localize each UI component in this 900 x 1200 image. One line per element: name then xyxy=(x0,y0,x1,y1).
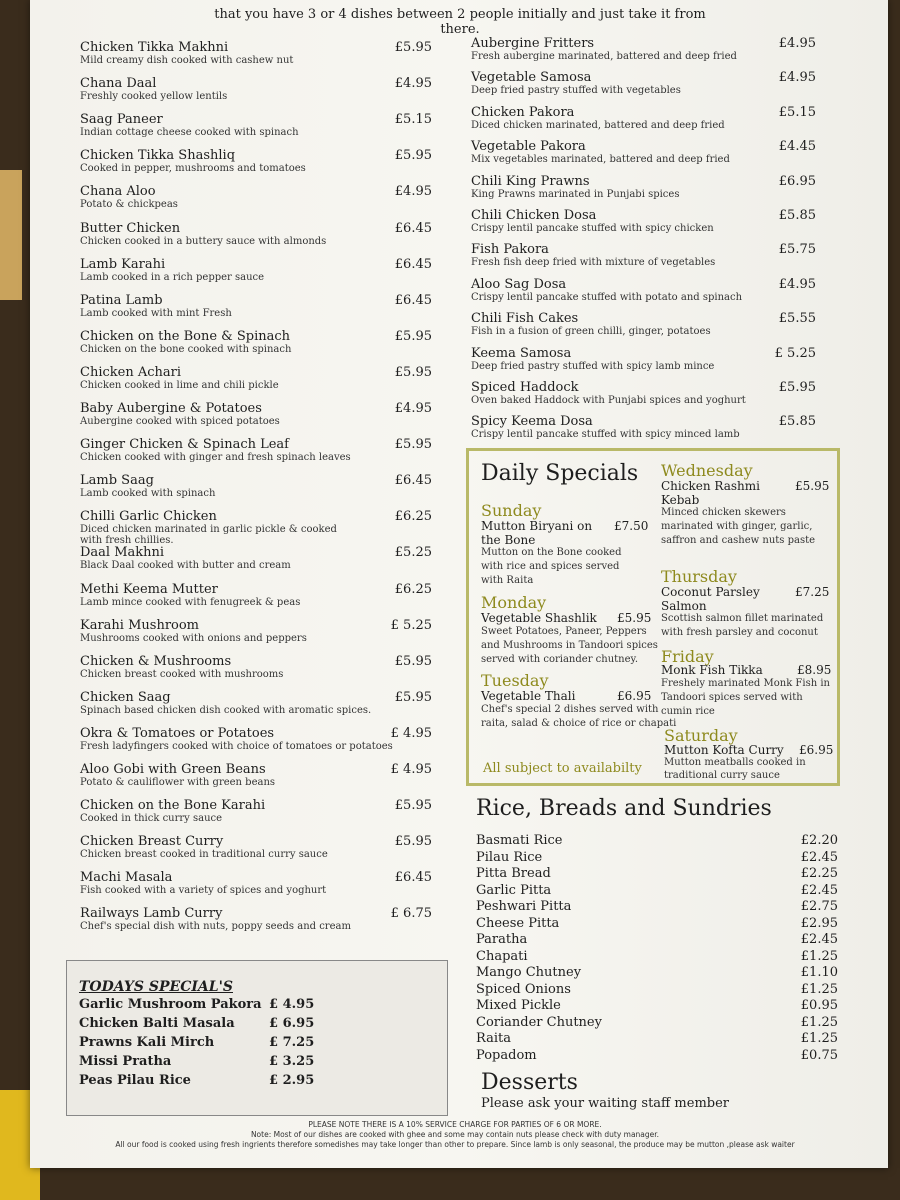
rice-item-name: Spiced Onions xyxy=(476,981,571,997)
dish-description: Fresh fish deep fried with mixture of vegetables xyxy=(471,257,716,269)
todays-special-name: Garlic Mushroom Pakora xyxy=(79,997,262,1012)
dish-name: Daal Makhni xyxy=(80,545,165,561)
rice-item xyxy=(476,866,838,883)
dish-description: Mild creamy dish cooked with cashew nut xyxy=(80,55,294,66)
menu-item xyxy=(80,330,432,355)
dish-price: £5.95 xyxy=(394,689,432,705)
availability-note: All subject to availabilty xyxy=(483,761,642,776)
dish-description: Crispy lentil pancake stuffed with spicy chicken xyxy=(471,223,714,234)
dish-name: Vegetable Samosa xyxy=(471,70,592,86)
dish-name: Chicken Breast Curry xyxy=(80,834,224,850)
dish-price: £6.45 xyxy=(394,473,432,489)
dish-description-line2: with fresh chillies. xyxy=(80,535,174,547)
dish-price: £5.15 xyxy=(394,112,432,128)
sunday-price: £7.50 xyxy=(614,519,649,533)
menu-item xyxy=(80,258,432,283)
todays-special-item xyxy=(79,1035,315,1050)
rice-item-price: £1.10 xyxy=(800,965,838,980)
menu-item xyxy=(80,691,432,716)
dish-description: Cooked in thick curry sauce xyxy=(80,813,223,825)
dish-name: Okra & Tomatoes or Potatoes xyxy=(80,725,275,741)
dish-name: Methi Keema Mutter xyxy=(80,581,218,597)
menu-item xyxy=(80,77,432,102)
dish-price: £4.95 xyxy=(778,276,816,292)
dish-name: Keema Samosa xyxy=(471,345,572,361)
dish-name: Chicken on the Bone & Spinach xyxy=(80,328,291,344)
monday-desc3: served with coriander chutney. xyxy=(481,654,639,665)
rice-item xyxy=(476,932,838,949)
dish-price: £4.95 xyxy=(394,76,432,92)
menu-item xyxy=(80,727,432,752)
menu-item xyxy=(80,402,432,427)
dish-description: Chicken cooked in lime and chili pickle xyxy=(80,379,279,391)
dish-description: Lamb mince cooked with fenugreek & peas xyxy=(80,596,301,608)
todays-special-price: £ 6.95 xyxy=(269,1016,315,1031)
todays-special-price: £ 2.95 xyxy=(269,1073,315,1088)
menu-item xyxy=(80,510,432,546)
dish-price: £6.45 xyxy=(394,220,432,236)
menu-item xyxy=(80,185,432,210)
rice-item-price: £1.25 xyxy=(800,948,838,964)
rice-item xyxy=(476,949,838,966)
todays-special-name: Peas Pilau Rice xyxy=(79,1073,191,1088)
dish-price: £ 5.25 xyxy=(390,617,432,633)
rice-item xyxy=(476,982,838,999)
thursday-dish-line1: Coconut Parsley xyxy=(661,585,760,599)
thursday-desc1: Scottish salmon fillet marinated xyxy=(661,613,824,624)
rice-item-name: Peshwari Pitta xyxy=(476,899,572,914)
dish-name: Lamb Karahi xyxy=(80,256,166,272)
dish-name: Aloo Sag Dosa xyxy=(471,276,567,292)
todays-special-item xyxy=(79,1054,315,1069)
menu-item xyxy=(80,871,432,896)
friday-desc3: cumin rice xyxy=(661,706,715,717)
dish-name: Chicken Saag xyxy=(80,689,171,705)
rice-section-title: Rice, Breads and Sundries xyxy=(476,796,772,821)
dish-name: Aloo Gobi with Green Beans xyxy=(80,762,266,777)
tuesday-dish: Vegetable Thali xyxy=(481,689,576,703)
dish-price: £5.15 xyxy=(778,104,816,120)
rice-item-price: £0.95 xyxy=(800,998,838,1013)
menu-item xyxy=(471,347,816,372)
sunday-desc3: with Raita xyxy=(481,575,534,586)
rice-item-price: £1.25 xyxy=(800,1014,838,1030)
thursday-dish-line2: Salmon xyxy=(661,599,707,613)
dish-price: £ 6.75 xyxy=(390,906,432,922)
todays-special-name: Prawns Kali Mirch xyxy=(79,1035,215,1050)
dish-price: £6.25 xyxy=(394,581,432,597)
menu-item xyxy=(471,209,816,234)
rice-item xyxy=(476,916,838,933)
dish-name: Chicken Pakora xyxy=(471,104,575,120)
dish-price: £6.95 xyxy=(778,173,816,189)
rice-item-price: £2.95 xyxy=(800,915,838,931)
dish-description: Deep fried pastry stuffed with spicy lamb mince xyxy=(471,360,715,372)
dish-name: Spicy Keema Dosa xyxy=(471,414,593,430)
dish-description: Lamb cooked with mint Fresh xyxy=(80,307,232,319)
dish-description: Fish in a fusion of green chilli, ginger, potatoes xyxy=(471,326,711,338)
todays-special-title: TODAYS SPECIAL'S xyxy=(79,979,233,995)
rice-item-price: £2.45 xyxy=(800,932,838,947)
dish-name: Spiced Haddock xyxy=(471,380,579,395)
friday-label: Friday xyxy=(661,647,714,666)
rice-item xyxy=(476,1048,838,1065)
dish-description: Black Daal cooked with butter and cream xyxy=(80,560,291,572)
menu-item xyxy=(80,474,432,499)
sunday-desc1: Mutton on the Bone cooked xyxy=(481,547,622,558)
dish-description: Freshly cooked yellow lentils xyxy=(80,91,228,103)
todays-special-price: £ 3.25 xyxy=(269,1054,315,1069)
todays-special-card xyxy=(66,960,448,1116)
dish-price: £4.95 xyxy=(394,184,432,200)
dish-name: Chilli Garlic Chicken xyxy=(80,509,217,525)
rice-item-price: £2.45 xyxy=(800,882,838,898)
dish-name: Machi Masala xyxy=(80,870,173,886)
dish-description: Potato & cauliflower with green beans xyxy=(80,777,276,788)
sunday-desc2: with rice and spices served xyxy=(481,561,620,572)
thursday-price: £7.25 xyxy=(795,585,830,599)
monday-label: Monday xyxy=(481,593,547,612)
menu-item xyxy=(471,243,816,268)
menu-item xyxy=(471,175,816,200)
dish-price: £6.45 xyxy=(394,256,432,272)
dish-name: Chicken Tikka Shashliq xyxy=(80,148,236,164)
menu-item xyxy=(471,415,816,440)
menu-item xyxy=(80,763,432,788)
dish-price: £4.95 xyxy=(394,401,432,416)
dish-price: £ 4.95 xyxy=(390,725,432,741)
dish-name: Aubergine Fritters xyxy=(471,36,595,51)
dish-name: Chana Aloo xyxy=(80,184,156,200)
tuesday-price: £6.95 xyxy=(617,689,652,703)
dish-description: Fish cooked with a variety of spices and yoghurt xyxy=(80,885,327,897)
menu-item xyxy=(80,619,432,644)
dish-price: £5.95 xyxy=(394,328,432,344)
rice-item-name: Basmati Rice xyxy=(476,833,563,848)
rice-item-price: £2.25 xyxy=(800,866,838,881)
todays-special-name: Missi Pratha xyxy=(79,1054,172,1069)
rice-item xyxy=(476,1015,838,1032)
dish-price: £5.95 xyxy=(394,437,432,453)
dish-description: Chicken breast cooked in traditional curry sauce xyxy=(80,849,328,861)
dish-description: Chef's special dish with nuts, poppy seeds and cream xyxy=(80,921,351,933)
rice-item xyxy=(476,899,838,916)
rice-item-name: Mixed Pickle xyxy=(476,998,561,1013)
saturday-dish: Mutton Kofta Curry xyxy=(664,743,784,757)
wednesday-desc3: saffron and cashew nuts paste xyxy=(661,535,816,546)
dish-price: £4.95 xyxy=(778,70,816,86)
thursday-label: Thursday xyxy=(661,567,737,586)
dish-name: Fish Pakora xyxy=(471,242,549,258)
dish-description: Chicken breast cooked with mushrooms xyxy=(80,668,284,680)
dish-price: £5.95 xyxy=(394,148,432,164)
rice-item xyxy=(476,965,838,982)
dish-name: Vegetable Pakora xyxy=(471,139,586,155)
intro-cut-line xyxy=(200,0,720,6)
dish-name: Chili Chicken Dosa xyxy=(471,208,597,223)
dish-price: £4.45 xyxy=(778,139,816,155)
sunday-label: Sunday xyxy=(481,501,542,520)
saturday-desc2: traditional curry sauce xyxy=(664,770,780,781)
dish-description: Spinach based chicken dish cooked with aromatic spices. xyxy=(80,704,372,716)
rice-item-price: £2.20 xyxy=(800,833,838,848)
ghee-nuts-note: Note: Most of our dishes are cooked with ghee and some may contain nuts please check with duty manager. xyxy=(250,1130,660,1139)
dish-name: Chicken on the Bone Karahi xyxy=(80,798,266,814)
dish-price: £5.85 xyxy=(778,208,816,223)
menu-item xyxy=(471,71,816,96)
rice-item-price: £2.45 xyxy=(800,849,838,865)
dish-name: Chicken Achari xyxy=(80,364,181,380)
rice-item-name: Pilau Rice xyxy=(476,849,543,865)
todays-special-price: £ 7.25 xyxy=(269,1035,315,1050)
rice-item-name: Chapati xyxy=(476,948,528,964)
menu-item xyxy=(80,41,432,66)
wednesday-dish-line2: Kebab xyxy=(661,493,700,507)
dish-name: Butter Chicken xyxy=(80,220,181,236)
rice-item-name: Paratha xyxy=(476,932,528,947)
rice-item xyxy=(476,998,838,1015)
friday-desc1: Freshely marinated Monk Fish in xyxy=(661,678,830,689)
saturday-price: £6.95 xyxy=(799,743,834,757)
dish-description: King Prawns marinated in Punjabi spices xyxy=(471,188,680,200)
rice-item-name: Garlic Pitta xyxy=(476,882,552,898)
menu-item xyxy=(80,113,432,138)
desserts-title: Desserts xyxy=(481,1070,578,1095)
intro-line: that you have 3 or 4 dishes between 2 people initially and just take it from there. xyxy=(214,7,706,37)
dish-price: £5.95 xyxy=(394,834,432,850)
tuesday-desc1: Chef's special 2 dishes served with xyxy=(481,704,659,715)
menu-item xyxy=(471,278,816,303)
dish-price: £5.85 xyxy=(778,414,816,430)
dish-description: Crispy lentil pancake stuffed with potato and spinach xyxy=(471,291,743,303)
rice-item-price: £1.25 xyxy=(800,1031,838,1046)
monday-price: £5.95 xyxy=(617,611,652,625)
monday-desc2: and Mushrooms in Tandoori spices xyxy=(481,640,658,651)
menu-item xyxy=(80,366,432,391)
rice-item xyxy=(476,883,838,900)
dish-name: Lamb Saag xyxy=(80,473,154,489)
friday-price: £8.95 xyxy=(797,663,832,677)
dish-description: Oven baked Haddock with Punjabi spices and yoghurt xyxy=(471,395,746,406)
dish-price: £4.95 xyxy=(778,36,816,51)
dish-name: Karahi Mushroom xyxy=(80,617,200,633)
wednesday-price: £5.95 xyxy=(795,479,830,493)
dish-price: £5.95 xyxy=(394,653,432,669)
menu-item xyxy=(471,312,816,337)
todays-special-item xyxy=(79,997,315,1012)
dish-price: £6.45 xyxy=(394,292,432,308)
dish-name: Patina Lamb xyxy=(80,292,163,308)
menu-item xyxy=(80,149,432,174)
dish-description: Mushrooms cooked with onions and peppers xyxy=(80,632,307,644)
dish-price: £5.95 xyxy=(394,798,432,814)
intro-text xyxy=(200,0,720,37)
dish-description: Diced chicken marinated in garlic pickle & cooked xyxy=(80,524,337,536)
monday-desc1: Sweet Potatoes, Paneer, Peppers xyxy=(481,626,647,637)
wednesday-dish-line1: Chicken Rashmi xyxy=(661,479,760,493)
daily-specials-title: Daily Specials xyxy=(481,461,639,486)
menu-item xyxy=(80,438,432,463)
friday-desc2: Tandoori spices served with xyxy=(661,692,803,703)
dish-price: £ 4.95 xyxy=(390,762,432,777)
dish-name: Baby Aubergine & Potatoes xyxy=(80,401,262,416)
dish-price: £5.75 xyxy=(778,242,816,258)
menu-item xyxy=(80,294,432,319)
menu-item xyxy=(80,546,432,571)
menu-item xyxy=(471,106,816,131)
menu-item xyxy=(80,655,432,680)
rice-item xyxy=(476,833,838,850)
menu-item xyxy=(471,381,816,406)
dish-price: £5.55 xyxy=(778,311,816,327)
rice-item xyxy=(476,850,838,867)
todays-special-item xyxy=(79,1073,315,1088)
dish-description: Lamb cooked with spinach xyxy=(80,488,216,500)
dish-price: £6.45 xyxy=(394,870,432,886)
dish-name: Chicken & Mushrooms xyxy=(80,653,232,669)
dish-description: Crispy lentil pancake stuffed with spicy minced lamb xyxy=(471,429,740,441)
dish-price: £6.25 xyxy=(394,509,432,525)
dish-description: Chicken cooked with ginger and fresh spinach leaves xyxy=(80,452,351,464)
wednesday-desc2: marinated with ginger, garlic, xyxy=(661,521,813,532)
menu-item xyxy=(80,799,432,824)
dish-description: Chicken on the bone cooked with spinach xyxy=(80,343,292,355)
dish-price: £5.95 xyxy=(394,364,432,380)
friday-dish: Monk Fish Tikka xyxy=(661,663,763,677)
dish-price: £5.95 xyxy=(778,380,816,395)
rice-list xyxy=(476,833,838,1064)
tuesday-desc2: raita, salad & choice of rice or chapati xyxy=(481,718,677,729)
dish-description: Potato & chickpeas xyxy=(80,199,178,211)
rice-item-name: Raita xyxy=(476,1031,511,1046)
menu-item xyxy=(80,222,432,247)
dish-description: Aubergine cooked with spiced potatoes xyxy=(80,416,280,427)
dish-description: Diced chicken marinated, battered and deep fried xyxy=(471,119,725,131)
rice-item-name: Popadom xyxy=(476,1047,537,1063)
desserts-subtitle: Please ask your waiting staff member xyxy=(481,1096,730,1111)
service-charge-note: PLEASE NOTE THERE IS A 10% SERVICE CHARGE FOR PARTIES OF 6 OR MORE. xyxy=(308,1120,602,1129)
dish-description: Fresh ladyfingers cooked with choice of tomatoes or potatoes xyxy=(80,740,393,752)
sunday-dish-line2: the Bone xyxy=(481,533,536,547)
todays-special-price: £ 4.95 xyxy=(269,997,315,1012)
table-surface xyxy=(0,170,22,300)
dish-price: £5.95 xyxy=(394,40,432,55)
rice-item xyxy=(476,1031,838,1048)
todays-special-item xyxy=(79,1016,315,1031)
rice-item-price: £2.75 xyxy=(800,899,838,914)
rice-item-price: £0.75 xyxy=(800,1047,838,1063)
dish-price: £ 5.25 xyxy=(774,345,816,361)
daily-specials-box xyxy=(466,448,840,786)
rice-item-price: £1.25 xyxy=(800,981,838,997)
wednesday-label: Wednesday xyxy=(661,461,753,480)
dish-description: Lamb cooked in a rich pepper sauce xyxy=(80,271,265,283)
saturday-desc1: Mutton meatballs cooked in xyxy=(664,757,806,768)
footer-notes xyxy=(60,1120,850,1150)
dish-description: Mix vegetables marinated, battered and deep fried xyxy=(471,154,730,166)
wednesday-desc1: Minced chicken skewers xyxy=(661,507,786,518)
monday-dish: Vegetable Shashlik xyxy=(481,611,597,625)
dish-name: Chicken Tikka Makhni xyxy=(80,40,229,55)
rice-item-name: Pitta Bread xyxy=(476,866,551,881)
dish-price: £5.25 xyxy=(394,545,432,561)
dish-description: Fresh aubergine marinated, battered and deep fried xyxy=(471,51,737,62)
menu-item xyxy=(471,140,816,165)
menu-item xyxy=(471,37,816,62)
todays-special-name: Chicken Balti Masala xyxy=(79,1016,235,1031)
rice-item-name: Coriander Chutney xyxy=(476,1014,602,1030)
menu-item xyxy=(80,583,432,608)
dish-name: Saag Paneer xyxy=(80,112,163,128)
rice-item-name: Mango Chutney xyxy=(476,965,582,980)
fresh-ingredients-note: All our food is cooked using fresh ingrients therefore somedishes may take longer than other to prepare. Since lamb is only seasonal, the produce may be mutton ,please ask waiter xyxy=(115,1140,795,1149)
dish-name: Railways Lamb Curry xyxy=(80,906,223,922)
tuesday-label: Tuesday xyxy=(481,671,549,690)
dish-name: Chili Fish Cakes xyxy=(471,311,579,327)
saturday-label: Saturday xyxy=(664,726,738,745)
dish-name: Chili King Prawns xyxy=(471,173,590,189)
dish-name: Chana Daal xyxy=(80,76,157,92)
menu-item xyxy=(80,907,432,932)
dish-description: Indian cottage cheese cooked with spinach xyxy=(80,127,299,139)
dish-name: Ginger Chicken & Spinach Leaf xyxy=(80,437,289,453)
dish-description: Deep fried pastry stuffed with vegetables xyxy=(471,85,681,97)
menu-item xyxy=(80,835,432,860)
thursday-desc2: with fresh parsley and coconut xyxy=(661,627,818,638)
dish-description: Chicken cooked in a buttery sauce with almonds xyxy=(80,235,327,247)
dish-description: Cooked in pepper, mushrooms and tomatoes xyxy=(80,163,306,175)
sunday-dish-line1: Mutton Biryani on xyxy=(481,519,593,533)
rice-item-name: Cheese Pitta xyxy=(476,915,560,931)
